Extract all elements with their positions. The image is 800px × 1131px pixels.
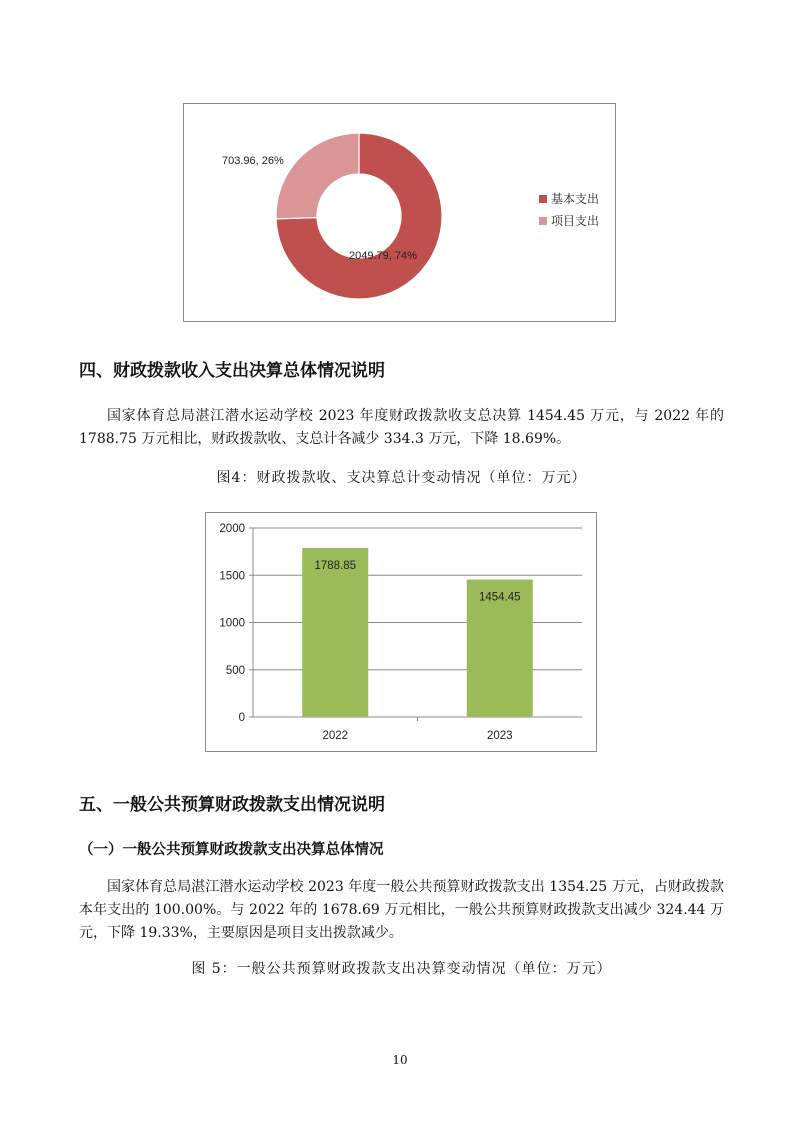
donut-chart-svg xyxy=(184,104,615,321)
page-number: 10 xyxy=(392,1053,408,1067)
x-tick-label: 2023 xyxy=(486,730,513,742)
section-5-paragraph: 国家体育总局湛江潜水运动学校 2023 年度一般公共预算财政拨款支出 1354.25 万元，占财政拨款本年支出的 100.00%。与 2022 年的 1678.69 万元相比，一般公共预算财政拨款支出减少 324.44 万元，下降 19.33%，主要原因是项目支出拨款减少。 xyxy=(79,879,724,941)
legend-swatch xyxy=(539,195,547,203)
bar-data-label: 1788.85 xyxy=(314,559,357,572)
legend-label: 项目支出 xyxy=(551,214,600,228)
section-5-subheading: （一）一般公共预算财政拨款支出决算总体情况 xyxy=(79,842,384,858)
legend-swatch xyxy=(539,217,547,225)
y-tick-label: 500 xyxy=(225,664,245,677)
donut-slice-2 xyxy=(276,133,359,219)
donut-data-label: 2049.79, 74% xyxy=(349,250,417,262)
section-5-heading: 五、一般公共预算财政拨款支出情况说明 xyxy=(79,795,385,815)
bar-data-label: 1454.45 xyxy=(478,591,521,604)
y-tick-label: 0 xyxy=(238,712,245,724)
y-tick-label: 2000 xyxy=(219,523,245,535)
figure-4-caption: 图4：财政拨款收、支决算总计变动情况（单位：万元） xyxy=(216,470,587,486)
x-tick-label: 2022 xyxy=(322,730,349,742)
bar-2022 xyxy=(302,548,368,717)
donut-data-label: 703.96, 26% xyxy=(222,155,284,167)
bar-chart xyxy=(205,512,597,752)
legend-label: 基本支出 xyxy=(551,192,600,206)
figure-5-caption: 图 5：一般公共预算财政拨款支出决算变动情况（单位：万元） xyxy=(191,961,612,977)
y-tick-label: 1000 xyxy=(219,617,245,630)
section-4-heading: 四、财政拨款收入支出决算总体情况说明 xyxy=(79,361,385,381)
y-tick-label: 1500 xyxy=(219,570,245,583)
donut-chart xyxy=(183,103,616,322)
section-4-paragraph: 国家体育总局湛江潜水运动学校 2023 年度财政拨款收支总决算 1454.45 万元，与 2022 年的 1788.75 万元相比，财政拨款收、支总计各减少 334.3 万元，下降 18.69%。 xyxy=(79,408,724,447)
bar-chart-svg xyxy=(206,513,596,751)
